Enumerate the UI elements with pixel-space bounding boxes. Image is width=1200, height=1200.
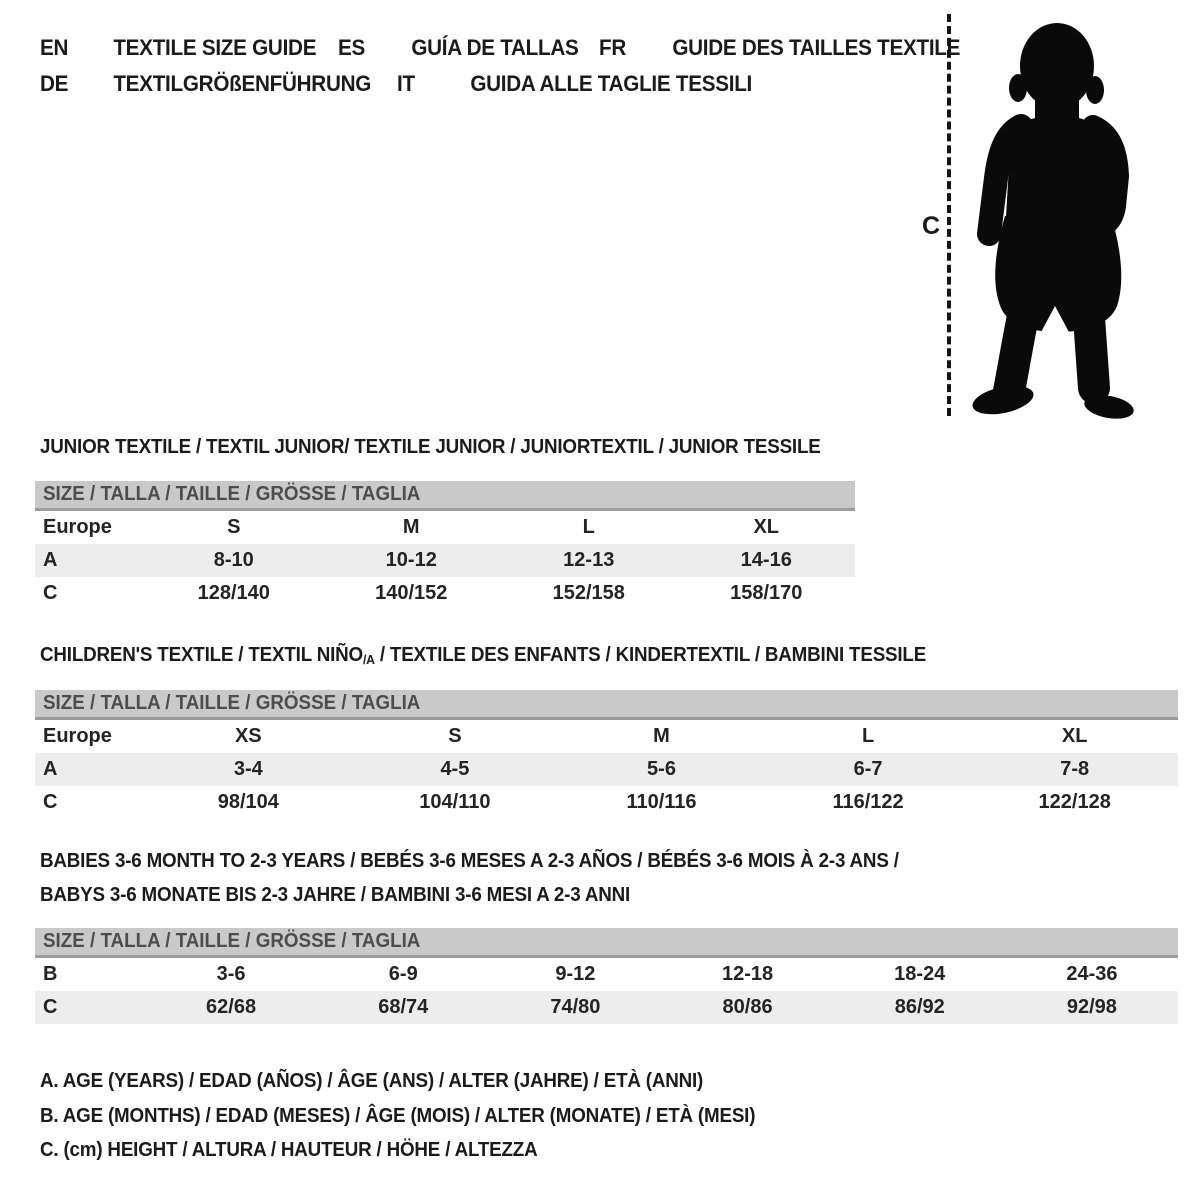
legend-age-months: B. AGE (MONTHS) / EDAD (MESES) / ÂGE (MOIS) / ALTER (MONATE) / ETÀ (MESI) <box>40 1105 756 1127</box>
lang-title: GUÍA DE TALLAS <box>411 35 579 60</box>
lang-title: TEXTILGRÖßENFÜHRUNG <box>113 71 372 96</box>
junior-age-row <box>35 544 855 577</box>
children-age-row <box>35 753 1178 786</box>
children-table-header <box>35 690 1178 720</box>
height-dashed-line <box>947 14 951 416</box>
lang-title: TEXTILE SIZE GUIDE <box>113 35 317 60</box>
size-cell: XL <box>1061 725 1088 747</box>
height-cell: 158/170 <box>730 582 803 604</box>
size-header-label: SIZE / TALLA / TAILLE / GRÖSSE / TAGLIA <box>43 483 421 505</box>
junior-section-title: JUNIOR TEXTILE / TEXTIL JUNIOR/ TEXTILE JUNIOR / JUNIORTEXTIL / JUNIOR TESSILE <box>40 436 821 458</box>
age-cell: 10-12 <box>385 549 437 571</box>
babies-section-title-line1: BABIES 3-6 MONTH TO 2-3 YEARS / BEBÉS 3-6 MESES A 2-3 AÑOS / BÉBÉS 3-6 MOIS À 2-3 ANS / <box>40 850 899 872</box>
height-measure-figure <box>900 0 1200 430</box>
height-cell: 86/92 <box>894 996 945 1018</box>
lang-row-en <box>40 30 316 66</box>
size-cell: L <box>582 516 595 538</box>
lang-code: FR <box>598 35 626 60</box>
age-cell: 14-16 <box>740 549 792 571</box>
junior-size-table <box>35 481 855 610</box>
children-size-table <box>35 690 1178 819</box>
age-cell: 6-7 <box>853 758 883 780</box>
size-header-label: SIZE / TALLA / TAILLE / GRÖSSE / TAGLIA <box>43 692 421 714</box>
height-cell: 140/152 <box>375 582 448 604</box>
legend-age-years: A. AGE (YEARS) / EDAD (AÑOS) / ÂGE (ANS) / ALTER (JAHRE) / ETÀ (ANNI) <box>40 1070 704 1092</box>
lang-code: ES <box>338 35 366 60</box>
size-cell: S <box>448 725 462 747</box>
children-section-title: CHILDREN'S TEXTILE / TEXTIL NIÑO/A / TEXTILE DES ENFANTS / KINDERTEXTIL / BAMBINI TESSILE <box>40 644 927 667</box>
height-cell: 98/104 <box>217 791 279 813</box>
size-cell: S <box>227 516 241 538</box>
months-cell: 18-24 <box>894 963 946 985</box>
legend-height-cm: C. (cm) HEIGHT / ALTURA / HAUTEUR / HÖHE / ALTEZZA <box>40 1139 538 1161</box>
lang-code: IT <box>396 71 415 96</box>
lang-title: GUIDE DES TAILLES TEXTILE <box>671 35 960 60</box>
babies-height-row <box>35 991 1178 1024</box>
height-cell: 74/80 <box>550 996 601 1018</box>
row-label: C <box>43 582 58 604</box>
age-cell: 8-10 <box>213 549 254 571</box>
babies-table-header <box>35 928 1178 958</box>
title-subscript: /A <box>362 652 375 667</box>
age-cell: 12-13 <box>563 549 615 571</box>
height-cell: 128/140 <box>197 582 270 604</box>
babies-size-table <box>35 928 1178 1024</box>
age-cell: 4-5 <box>440 758 470 780</box>
toddler-silhouette-icon <box>963 16 1141 420</box>
children-europe-row <box>35 720 1178 753</box>
height-cell: 122/128 <box>1038 791 1111 813</box>
row-label: Europe <box>43 516 112 538</box>
height-cell: 110/116 <box>626 791 697 813</box>
height-c-label: C <box>921 212 941 240</box>
months-cell: 6-9 <box>388 963 418 985</box>
lang-code: EN <box>40 35 69 60</box>
lang-code: DE <box>40 71 69 96</box>
lang-row-it <box>397 66 752 102</box>
height-cell: 116/122 <box>832 791 904 813</box>
junior-europe-row <box>35 511 855 544</box>
row-label: C <box>43 996 58 1018</box>
junior-table-header <box>35 481 855 511</box>
row-label: A <box>43 549 58 571</box>
size-cell: M <box>653 725 670 747</box>
junior-height-row <box>35 577 855 610</box>
lang-row-es <box>338 30 579 66</box>
months-cell: 24-36 <box>1066 963 1118 985</box>
size-header-label: SIZE / TALLA / TAILLE / GRÖSSE / TAGLIA <box>43 930 421 952</box>
height-cell: 62/68 <box>206 996 257 1018</box>
height-cell: 152/158 <box>552 582 625 604</box>
children-height-row <box>35 786 1178 819</box>
months-cell: 12-18 <box>722 963 774 985</box>
row-label: C <box>43 791 58 813</box>
lang-row-de <box>40 66 371 102</box>
age-cell: 7-8 <box>1060 758 1090 780</box>
lang-title: GUIDA ALLE TAGLIE TESSILI <box>469 71 752 96</box>
months-cell: 3-6 <box>216 963 246 985</box>
size-cell: XL <box>753 516 780 538</box>
row-label: Europe <box>43 725 112 747</box>
age-cell: 3-4 <box>233 758 263 780</box>
babies-section-title-line2: BABYS 3-6 MONATE BIS 2-3 JAHRE / BAMBINI 3-6 MESI A 2-3 ANNI <box>40 884 631 906</box>
size-cell: L <box>861 725 875 747</box>
height-cell: 68/74 <box>378 996 429 1018</box>
babies-months-row <box>35 958 1178 991</box>
row-label: B <box>43 963 58 985</box>
age-cell: 5-6 <box>647 758 676 780</box>
months-cell: 9-12 <box>555 963 596 985</box>
height-cell: 104/110 <box>419 791 491 813</box>
size-cell: XS <box>234 725 262 747</box>
height-cell: 92/98 <box>1066 996 1117 1018</box>
height-cell: 80/86 <box>722 996 773 1018</box>
size-cell: M <box>402 516 420 538</box>
row-label: A <box>43 758 58 780</box>
